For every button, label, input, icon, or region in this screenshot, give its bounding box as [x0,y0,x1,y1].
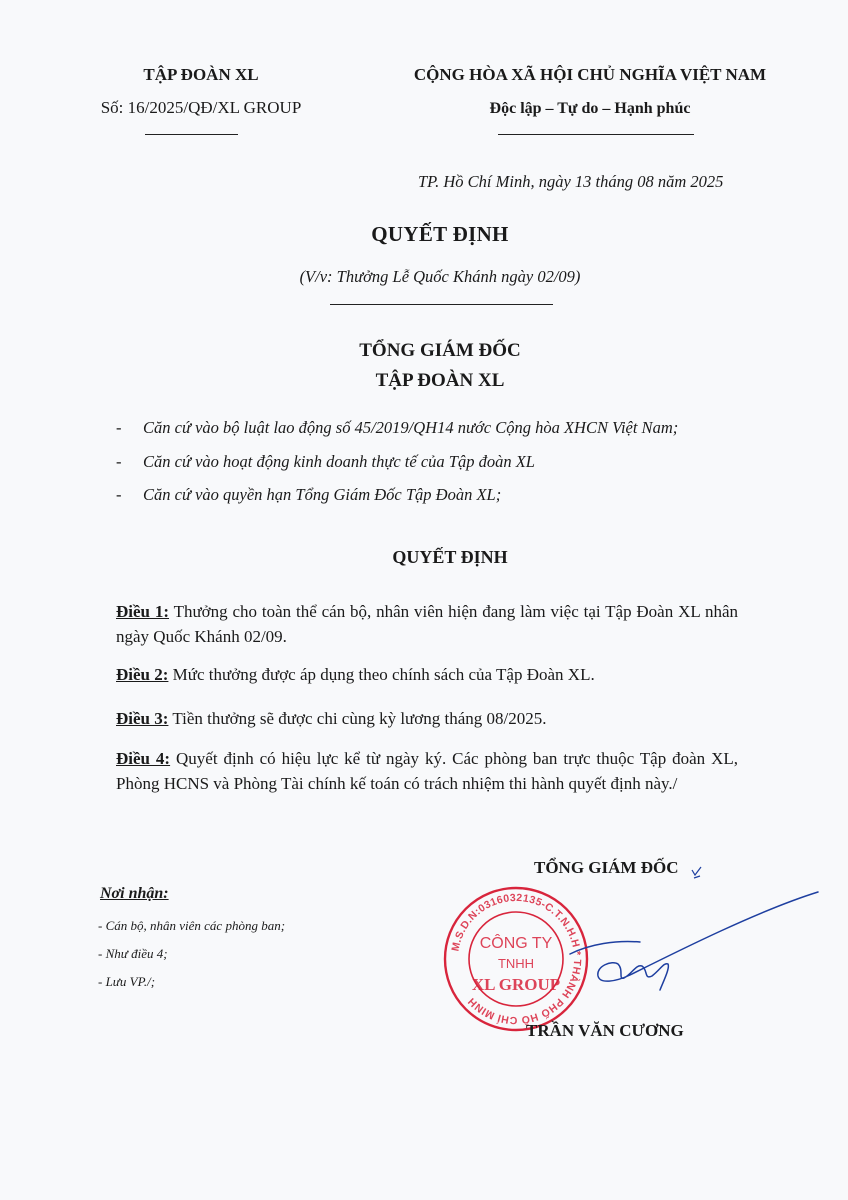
header-left-divider [145,134,238,135]
stamp-line-3: XL GROUP [471,975,561,994]
article-text: Quyết định có hiệu lực kể từ ngày ký. Các phòng ban trực thuộc Tập đoàn XL, Phòng HCNS và Phòng Tài chính kế toán có trách nhiệm thi hành quyết định này./ [116,749,739,793]
legal-basis-item [116,485,501,505]
title-divider [330,304,553,305]
article-text: Mức thưởng được áp dụng theo chính sách của Tập Đoàn XL. [172,665,595,684]
article-label: Điều 4: [116,749,171,768]
article-text: Thưởng cho toàn thể cán bộ, nhân viên hiện đang làm việc tại Tập Đoàn XL nhân ngày Quốc Khánh 02/09. [116,602,738,646]
authority-title: TỔNG GIÁM ĐỐC [359,340,521,361]
article-label: Điều 1: [116,602,170,621]
authority-organization: TẬP ĐOÀN XL [375,370,505,391]
legal-basis-item [116,452,535,472]
stamp-ring-text: M.S.D.N:0316032135-C.T.N.H.H * THÀNH PHỐ HỒ CHÍ MINH [449,891,584,1027]
article-label: Điều 2: [116,665,169,684]
legal-basis-text: Căn cứ vào quyền hạn Tổng Giám Đốc Tập Đoàn XL; [143,485,502,504]
list-dash: - [116,418,122,437]
document-number: Số: 16/2025/QĐ/XL GROUP [100,98,302,117]
article-3 [116,706,738,731]
list-dash: - [116,452,122,471]
header-right-divider [498,134,694,135]
list-dash: - [116,485,122,504]
stamp-line-2: TNHH [497,956,535,971]
document-subject: (V/v: Thưởng Lễ Quốc Khánh ngày 02/09) [299,267,581,286]
decision-heading: QUYẾT ĐỊNH [392,547,508,567]
document-title: QUYẾT ĐỊNH [371,222,509,246]
recipient-item: - Lưu VP./; [98,974,156,989]
article-text: Tiền thưởng sẽ được chi cùng kỳ lương tháng 08/2025. [172,709,547,728]
organization-name: TẬP ĐOÀN XL [143,65,259,84]
national-title: CỘNG HÒA XÃ HỘI CHỦ NGHĨA VIỆT NAM [413,65,767,84]
article-2 [116,662,738,687]
legal-basis-text: Căn cứ vào hoạt động kinh doanh thực tế của Tập đoàn XL [143,452,535,471]
article-1 [116,599,738,649]
national-motto: Độc lập – Tự do – Hạnh phúc [489,100,691,117]
stamp-line-1: CÔNG TY [479,935,553,952]
signatory-title: TỔNG GIÁM ĐỐC [534,858,679,877]
recipient-item: - Cán bộ, nhân viên các phòng ban; [98,918,286,933]
recipients-heading-text: Nơi nhận: [100,885,169,902]
article-label: Điều 3: [116,709,169,728]
recipients-heading [100,885,169,903]
article-4 [116,746,738,796]
legal-basis-item [116,418,678,438]
place-and-date: TP. Hồ Chí Minh, ngày 13 tháng 08 năm 2025 [418,172,724,191]
legal-basis-text: Căn cứ vào bộ luật lao động số 45/2019/QH14 nước Cộng hòa XHCN Việt Nam; [143,418,679,437]
signer-name: TRẦN VĂN CƯƠNG [526,1021,684,1040]
handwritten-signature [560,880,820,1000]
recipient-item: - Như điều 4; [98,946,168,961]
